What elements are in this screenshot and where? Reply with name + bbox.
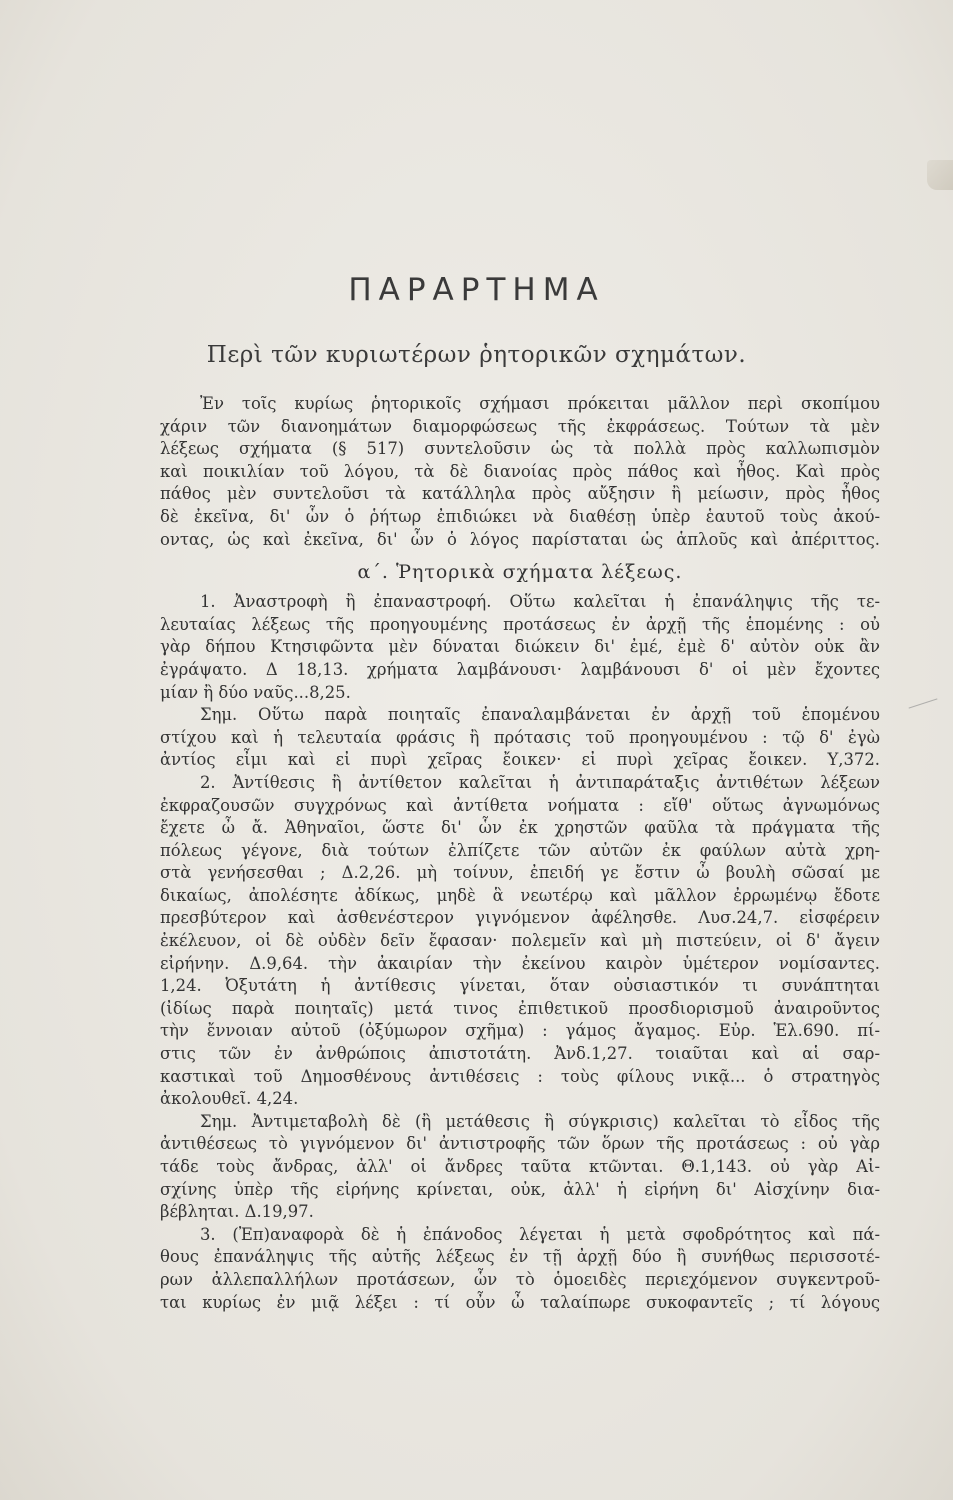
text-line: ἐγράψατο. Δ 18,13. χρήματα λαμβάνουσι· λαμβάνουσι δ' οἱ μὲν ἔχοντες — [160, 659, 880, 679]
text-line: στὰ γενήσεσθαι ; Δ.2,26. μὴ τοίνυν, ἐπειδή γε ἔστιν ὦ βουλὴ σῶσαί με — [160, 863, 880, 883]
text-line: ἀντίος εἶμι καὶ εἰ πυρὶ χεῖρας ἔοικεν· εἰ πυρὶ χεῖρας ἔοικεν. Υ,372. — [160, 750, 880, 770]
intro-paragraph — [160, 393, 880, 551]
margin-pencil-mark — [909, 698, 938, 708]
paragraph-3 — [160, 1224, 880, 1314]
text-line: 1. Ἀναστροφὴ ἢ ἐπαναστροφή. Οὕτω καλεῖται ἡ ἐπανάληψις τῆς τε- — [200, 592, 880, 612]
text-line: καὶ ποικιλίαν τοῦ λόγου, τὰ δὲ διανοίας πρὸς πάθος καὶ ἦθος. Καὶ πρὸς — [160, 461, 880, 481]
body-text — [160, 393, 880, 1314]
section-heading: α΄. Ῥητορικὰ σχήματα λέξεως. — [357, 561, 683, 584]
text-line: ρων ἀλλεπαλλήλων προτάσεων, ὧν τὸ ὁμοειδὲς περιεχόμενον συγκεντροῦ- — [160, 1269, 880, 1289]
text-line: γὰρ δήπου Κτησιφῶντα μὲν δύναται διώκειν δι' ἐμέ, ἐμὲ δ' αὐτὸν οὐκ ἂν — [160, 637, 880, 657]
page-edge-stain — [927, 160, 953, 190]
text-line: μίαν ἢ δύο ναῦς...8,25. — [160, 682, 351, 702]
text-line: ἀντιθέσεως τὸ γιγνόμενον δι' ἀντιστροφῆς τῶν ὅρων τῆς προτάσεως : οὐ γὰρ — [160, 1134, 880, 1154]
text-line: ἀκολουθεῖ. 4,24. — [160, 1089, 299, 1109]
note-1 — [160, 704, 880, 772]
text-line: πρεσβύτερον καὶ ἀσθενέστερον γιγνόμενον ἀφέλησθε. Λυσ.24,7. εἰσφέρειν — [160, 908, 880, 928]
text-line: τὴν ἔννοιαν αὐτοῦ (ὀξύμωρον σχῆμα) : γάμος ἄγαμος. Εὐρ. Ἑλ.690. πί- — [160, 1021, 880, 1041]
page-title: ΠΑΡΑΡΤΗΜΑ — [348, 272, 605, 308]
text-line: λέξεως σχήματα (§ 517) συντελοῦσιν ὡς τὰ πολλὰ πρὸς καλλωπισμὸν — [160, 439, 880, 459]
text-line: (ἰδίως παρὰ ποιηταῖς) μετά τινος ἐπιθετικοῦ προσδιορισμοῦ ἀναιροῦντος — [160, 998, 880, 1018]
text-line: ἐκφραζουσῶν συγχρόνως καὶ ἀντίθετα νοήματα : εἴθ' οὕτως ἀγνωμόνως — [160, 795, 880, 815]
text-line: πόλεως γέγονε, διὰ τούτων ἐλπίζετε τῶν αὐτῶν ἐκ φαύλων αὐτὰ χρη- — [160, 840, 880, 860]
text-line: ἐκέλευον, οἱ δὲ οὐδὲν δεῖν ἔφασαν· πολεμεῖν καὶ μὴ πιστεύειν, οἱ δ' ἄγειν — [160, 931, 880, 951]
page-subtitle: Περὶ τῶν κυριωτέρων ῥητορικῶν σχημάτων. — [206, 342, 747, 368]
text-line: δὲ ἐκεῖνα, δι' ὧν ὁ ῥήτωρ ἐπιδιώκει νὰ διαθέσῃ ὑπὲρ ἑαυτοῦ τοὺς ἀκού- — [160, 506, 880, 526]
text-line: τάδε τοὺς ἄνδρας, ἀλλ' οἱ ἄνδρες ταῦτα κτῶνται. Θ.1,143. οὐ γὰρ Αἰ- — [160, 1157, 880, 1176]
text-line: ἔχετε ὦ ἄ. Ἀθηναῖοι, ὥστε δι' ὧν ἐκ χρηστῶν φαῦλα τὰ πράγματα τῆς — [160, 818, 880, 838]
text-line: βέβληται. Δ.19,97. — [160, 1202, 314, 1222]
text-line: χάριν τῶν διανοημάτων διαμορφώσεως τῆς ἐκφράσεως. Τούτων τὰ μὲν — [160, 416, 880, 436]
text-line: σχίνης ὑπὲρ τῆς εἰρήνης κρίνεται, οὐκ, ἀλλ' ἡ εἰρήνη δι' Αἰσχίνην δια- — [160, 1179, 880, 1199]
text-line: καστικαὶ τοῦ Δημοσθένους ἀντιθέσεις : τοὺς φίλους νικᾷ... ὁ στρατηγὸς — [160, 1066, 880, 1086]
text-line: οντας, ὡς καὶ ἐκεῖνα, δι' ὧν ὁ λόγος παρίσταται ὡς ἁπλοῦς καὶ ἀπέριττος. — [160, 529, 880, 549]
text-line: δικαίως, ἀπολέσητε ἀδίκως, μηδὲ ἃ νεωτέρῳ καὶ μᾶλλον ἐρρωμένῳ ἔδοτε — [160, 885, 880, 905]
text-line: 2. Ἀντίθεσις ἢ ἀντίθετον καλεῖται ἡ ἀντιπαράταξις ἀντιθέτων λέξεων — [200, 772, 880, 792]
text-line: Σημ. Ἀντιμεταβολὴ δὲ (ἢ μετάθεσις ἢ σύγκρισις) καλεῖται τὸ εἶδος τῆς — [200, 1111, 880, 1131]
text-line: 1,24. Ὀξυτάτη ἡ ἀντίθεσις γίνεται, ὅταν οὐσιαστικόν τι συνάπτηται — [160, 976, 880, 996]
text-line: ται κυρίως ἐν μιᾷ λέξει : τί οὖν ὦ ταλαίπωρε συκοφαντεῖς ; τί λόγους — [160, 1292, 880, 1312]
text-line: εἰρήνην. Δ.9,64. τὴν ἀκαιρίαν τὴν ἐκείνου καιρὸν ὑμέτερον νομίσαντες. — [160, 953, 880, 973]
text-line: στις τῶν ἐν ἀνθρώποις ἀπιστοτάτη. Ἀνδ.1,27. τοιαῦται καὶ αἱ σαρ- — [160, 1044, 880, 1064]
paragraph-2 — [160, 772, 880, 1111]
text-line: Ἐν τοῖς κυρίως ῥητορικοῖς σχήμασι πρόκειται μᾶλλον περὶ σκοπίμου — [200, 394, 880, 413]
text-line: στίχου καὶ ἡ τελευταία φράσις ἢ πρότασις τοῦ προηγουμένου : τῷ δ' ἐγὼ — [160, 727, 880, 747]
note-2 — [160, 1111, 880, 1224]
text-line: θους ἐπανάληψις τῆς αὐτῆς λέξεως ἐν τῇ ἀρχῇ δύο ἢ συνήθως περισσοτέ- — [160, 1247, 880, 1267]
text-line: 3. (Ἐπ)αναφορὰ δὲ ἡ ἐπάνοδος λέγεται ἡ μετὰ σφοδρότητος καὶ πά- — [200, 1224, 880, 1244]
text-line: λευταίας λέξεως τῆς προηγουμένης προτάσεως ἐν ἀρχῇ τῆς ἑπομένης : οὐ — [160, 614, 880, 634]
text-line: πάθος μὲν συντελοῦσι τὰ κατάλληλα πρὸς αὔξησιν ἢ μείωσιν, πρὸς ἦθος — [160, 484, 880, 504]
text-line: Σημ. Οὕτω παρὰ ποιηταῖς ἐπαναλαμβάνεται ἐν ἀρχῇ τοῦ ἑπομένου — [200, 705, 880, 725]
paragraph-1 — [160, 591, 880, 704]
